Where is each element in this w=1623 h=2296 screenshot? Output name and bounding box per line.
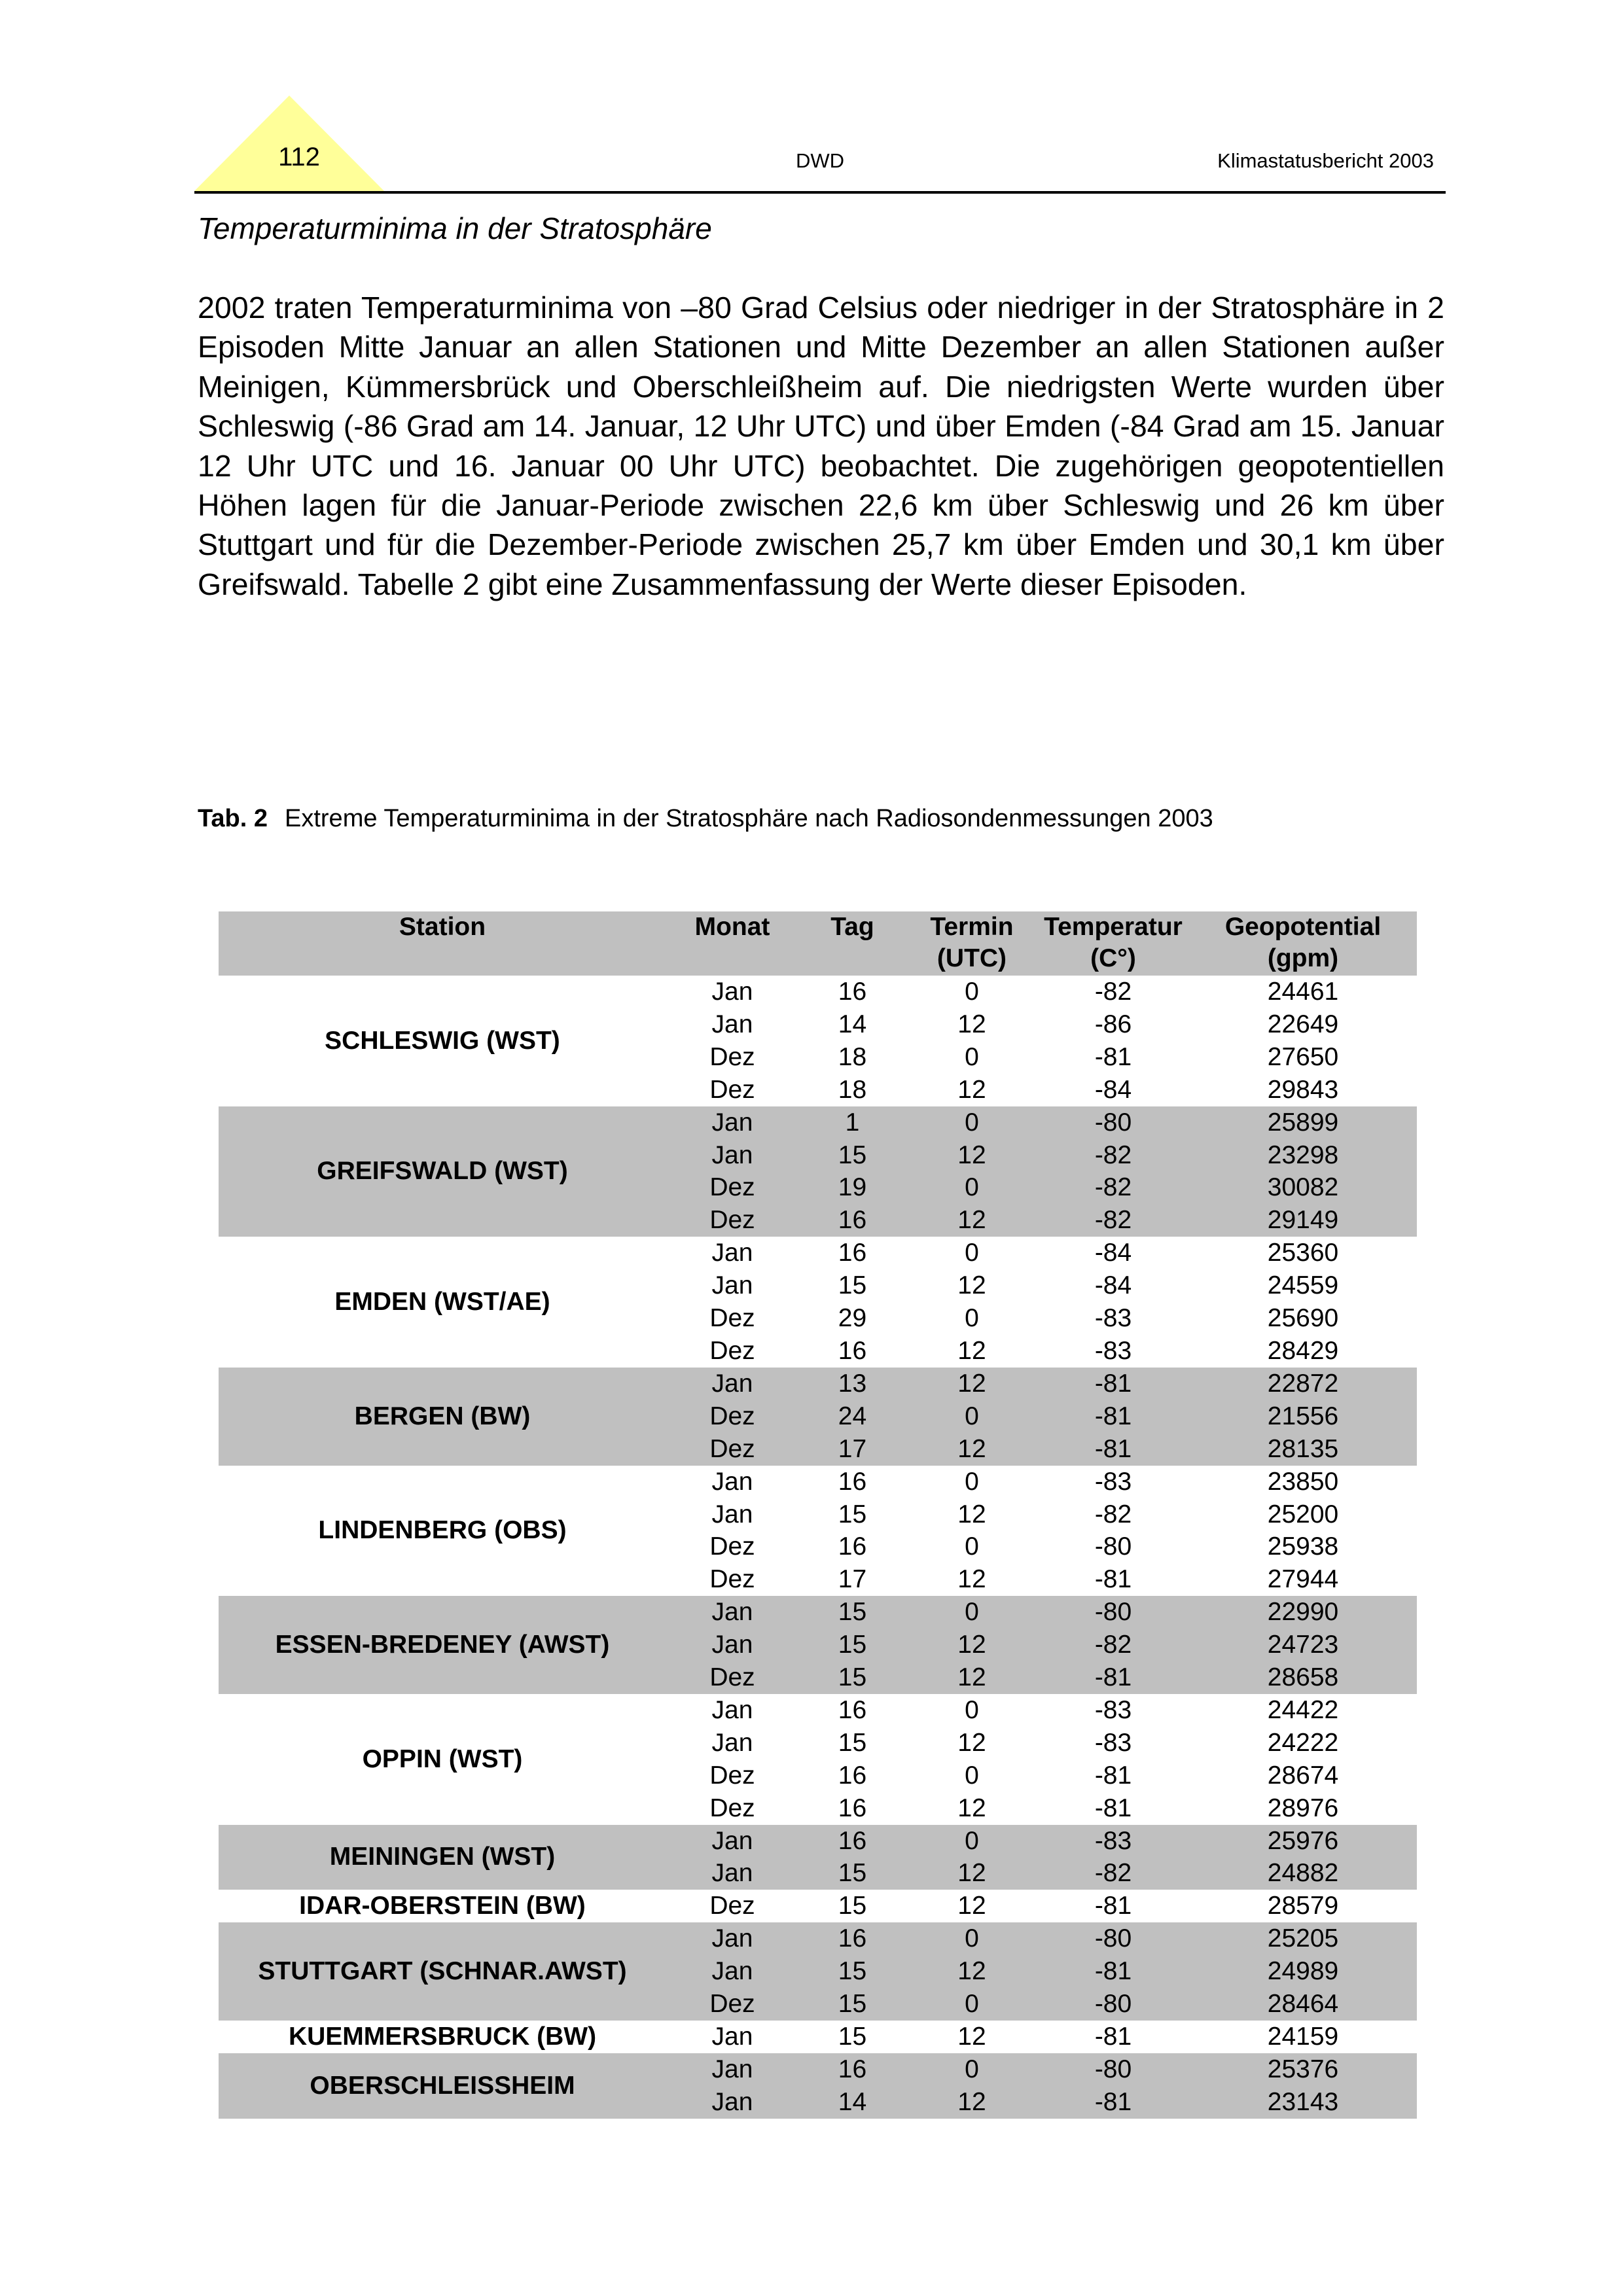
cell-temperatur: -80: [1094, 1532, 1132, 1561]
cell-termin: 12: [906, 1629, 1037, 1661]
caption-text: Extreme Temperaturminima in der Stratosphäre nach Radiosondenmessungen 2003: [285, 805, 1213, 832]
cell-tag: 15: [798, 1596, 906, 1629]
cell-monat: Jan: [666, 1955, 798, 1988]
cell-temperatur: -81: [1037, 1955, 1189, 1988]
cell-tag: 16: [838, 1532, 867, 1561]
cell-geopotential: 28135: [1189, 1433, 1417, 1466]
cell-termin: 12: [906, 1857, 1037, 1890]
table-body: [219, 976, 1417, 2119]
cell-monat: Dez: [666, 1204, 798, 1237]
cell-temperatur: -81: [1094, 1565, 1132, 1594]
cell-station: OPPIN (WST): [362, 1744, 523, 1773]
cell-tag: 16: [838, 1467, 867, 1496]
cell-termin: 0: [965, 1761, 979, 1790]
cell-tag: 18: [838, 1075, 867, 1104]
cell-tag: 16: [838, 1695, 867, 1724]
cell-temperatur: -83: [1094, 1304, 1132, 1333]
cell-monat: Jan: [666, 1106, 798, 1139]
cell-tag: 13: [798, 1368, 906, 1400]
cell-monat: Jan: [666, 1139, 798, 1172]
cell-monat: Dez: [666, 1661, 798, 1694]
cell-geopotential: 28579: [1267, 1892, 1339, 1920]
cell-tag: 15: [798, 1955, 906, 1988]
cell-temperatur: -82: [1094, 1500, 1132, 1528]
cell-monat: Jan: [711, 1271, 753, 1300]
cell-termin: 0: [965, 978, 979, 1006]
table-row: [219, 1825, 1417, 1858]
caption-label: Tab. 2: [198, 805, 268, 832]
cell-temperatur: -81: [1094, 1892, 1132, 1920]
cell-monat: Jan: [666, 1368, 798, 1400]
cell-temperatur: -81: [1094, 1793, 1132, 1822]
cell-geopotential: 25205: [1189, 1922, 1417, 1955]
cell-tag: 29: [838, 1304, 867, 1333]
cell-termin: 0: [906, 1825, 1037, 1858]
cell-tag: 15: [838, 1728, 867, 1757]
cell-tag: 14: [838, 1010, 867, 1038]
cell-monat: Dez: [666, 1400, 798, 1433]
cell-temperatur: -83: [1094, 1467, 1132, 1496]
cell-monat: Jan: [666, 1922, 798, 1955]
cell-station: STUTTGART (SCHNAR.AWST): [219, 1922, 666, 2021]
cell-termin: 0: [906, 1922, 1037, 1955]
cell-temperatur: -83: [1094, 1336, 1132, 1365]
cell-geopotential: 25976: [1189, 1825, 1417, 1858]
cell-tag: 16: [838, 1336, 867, 1365]
cell-temperatur: -80: [1037, 1596, 1189, 1629]
cell-geopotential: 25938: [1267, 1532, 1339, 1561]
cell-station: KUEMMERSBRUCK (BW): [288, 2022, 597, 2051]
cell-station: SCHLESWIG (WST): [325, 1026, 560, 1055]
cell-termin: 12: [906, 1433, 1037, 1466]
cell-termin: 0: [906, 1171, 1037, 1204]
cell-monat: Jan: [711, 978, 753, 1006]
cell-monat: Jan: [666, 1857, 798, 1890]
cell-termin: 0: [965, 1304, 979, 1333]
cell-monat: Jan: [666, 2053, 798, 2086]
cell-monat: Dez: [709, 1304, 755, 1333]
table-row: [219, 1237, 1417, 1269]
cell-temperatur: -81: [1094, 1761, 1132, 1790]
cell-tag: 15: [798, 1661, 906, 1694]
cell-monat: Dez: [709, 1075, 755, 1104]
cell-geopotential: 22872: [1189, 1368, 1417, 1400]
cell-monat: Jan: [711, 1239, 753, 1267]
cell-tag: 15: [798, 1857, 906, 1890]
table-container: [219, 911, 1417, 2119]
cell-geopotential: 23850: [1267, 1467, 1339, 1496]
cell-tag: 1: [798, 1106, 906, 1139]
cell-tag: 17: [798, 1433, 906, 1466]
cell-tag: 19: [798, 1171, 906, 1204]
cell-termin: 12: [957, 2022, 986, 2051]
cell-monat: Dez: [709, 1336, 755, 1365]
cell-temperatur: -82: [1037, 1171, 1189, 1204]
cell-geopotential: 24422: [1267, 1695, 1339, 1724]
cell-geopotential: 23143: [1189, 2086, 1417, 2119]
cell-monat: Dez: [666, 1988, 798, 2021]
cell-geopotential: 28464: [1189, 1988, 1417, 2021]
cell-monat: Jan: [711, 1500, 753, 1528]
cell-termin: 12: [957, 1892, 986, 1920]
cell-station: ESSEN-BREDENEY (AWST): [219, 1596, 666, 1694]
cell-tag: 15: [838, 1892, 867, 1920]
cell-temperatur: -81: [1094, 2022, 1132, 2051]
table-row: [219, 976, 1417, 1008]
cell-station: OBERSCHLEISSHEIM: [219, 2053, 666, 2119]
cell-temperatur: -81: [1094, 1042, 1132, 1071]
cell-termin: 12: [957, 1728, 986, 1757]
header-rule: [194, 191, 1446, 194]
cell-geopotential: 21556: [1189, 1400, 1417, 1433]
cell-termin: 12: [957, 1793, 986, 1822]
cell-station: IDAR-OBERSTEIN (BW): [299, 1892, 586, 1920]
cell-termin: 0: [965, 1042, 979, 1071]
cell-monat: Dez: [666, 1171, 798, 1204]
cell-termin: 0: [965, 1239, 979, 1267]
cell-tag: 15: [838, 1500, 867, 1528]
cell-station: EMDEN (WST/AE): [334, 1288, 550, 1316]
cell-geopotential: 25200: [1267, 1500, 1339, 1528]
cell-temperatur: -82: [1037, 1139, 1189, 1172]
table-row: [219, 2021, 1417, 2053]
cell-tag: 16: [798, 2053, 906, 2086]
cell-geopotential: 24461: [1267, 978, 1339, 1006]
table-header-row: [219, 911, 1417, 976]
cell-station: MEININGEN (WST): [219, 1825, 666, 1890]
cell-temperatur: -80: [1037, 1988, 1189, 2021]
header-monat: Monat: [666, 911, 798, 976]
cell-tag: 15: [798, 1988, 906, 2021]
cell-temperatur: -82: [1037, 1629, 1189, 1661]
cell-temperatur: -80: [1037, 1922, 1189, 1955]
cell-geopotential: 25360: [1267, 1239, 1339, 1267]
header-termin: Termin (UTC): [906, 911, 1037, 976]
cell-temperatur: -81: [1037, 2086, 1189, 2119]
cell-termin: 12: [957, 1075, 986, 1104]
cell-geopotential: 24559: [1267, 1271, 1339, 1300]
cell-geopotential: 29843: [1267, 1075, 1339, 1104]
cell-monat: Jan: [666, 1629, 798, 1661]
cell-geopotential: 25690: [1267, 1304, 1339, 1333]
cell-tag: 16: [798, 1922, 906, 1955]
cell-monat: Jan: [711, 2022, 753, 2051]
cell-temperatur: -81: [1037, 1400, 1189, 1433]
cell-geopotential: 25899: [1189, 1106, 1417, 1139]
header-temperatur: Temperatur (C°): [1037, 911, 1189, 976]
cell-geopotential: 24159: [1267, 2022, 1339, 2051]
cell-temperatur: -82: [1094, 978, 1132, 1006]
cell-monat: Dez: [709, 1532, 755, 1561]
cell-geopotential: 27944: [1267, 1565, 1339, 1594]
cell-monat: Jan: [711, 1467, 753, 1496]
table-row: [219, 1890, 1417, 1922]
cell-termin: 12: [906, 1955, 1037, 1988]
cell-geopotential: 27650: [1267, 1042, 1339, 1071]
cell-geopotential: 24989: [1189, 1955, 1417, 1988]
cell-geopotential: 29149: [1189, 1204, 1417, 1237]
cell-geopotential: 24723: [1189, 1629, 1417, 1661]
cell-geopotential: 22649: [1267, 1010, 1339, 1038]
header-report-title: Klimastatusbericht 2003: [1217, 149, 1434, 172]
cell-termin: 0: [965, 1695, 979, 1724]
cell-termin: 0: [965, 1532, 979, 1561]
cell-station: GREIFSWALD (WST): [219, 1106, 666, 1237]
page-header: [194, 92, 1446, 193]
table-row: [219, 2053, 1417, 2086]
cell-temperatur: -84: [1094, 1271, 1132, 1300]
cell-temperatur: -84: [1094, 1239, 1132, 1267]
cell-temperatur: -86: [1094, 1010, 1132, 1038]
cell-termin: 0: [906, 1400, 1037, 1433]
cell-termin: 0: [906, 2053, 1037, 2086]
table-row: [219, 1922, 1417, 1955]
cell-temperatur: -82: [1037, 1204, 1189, 1237]
cell-geopotential: 30082: [1189, 1171, 1417, 1204]
cell-temperatur: -81: [1037, 1368, 1189, 1400]
cell-station: LINDENBERG (OBS): [318, 1516, 567, 1545]
body-paragraph: 2002 traten Temperaturminima von –80 Grad Celsius oder niedriger in der Stratosphäre in 2 Episoden Mitte Januar an allen Stationen und Mitte Dezember an allen Stationen außer Meinigen, Kümmersbrück und Oberschleißheim auf. Die niedrigsten Werte wurden über Schleswig (-86 Grad am 14. Januar, 12 Uhr UTC) und über Emden (-84 Grad am 15. Januar 12 Uhr UTC und 16. Januar 00 Uhr UTC) beobachtet. Die zugehörigen geopotentiellen Höhen lagen für die Januar-Periode zwischen 22,6 km über Schleswig und 26 km über Stuttgart und für die Dezember-Periode zwischen 25,7 km über Emden und 30,1 km über Greifswald. Tabelle 2 gibt eine Zusammenfassung der Werte dieser Episoden.: [198, 291, 1444, 601]
table-row: [219, 1466, 1417, 1498]
cell-termin: 12: [957, 1336, 986, 1365]
table-caption: [198, 805, 1213, 833]
cell-termin: 12: [906, 1139, 1037, 1172]
header-geopotential: Geopotential (gpm): [1189, 911, 1417, 976]
table-row: [219, 1596, 1417, 1629]
cell-tag: 16: [838, 1761, 867, 1790]
section-heading: Temperaturminima in der Stratosphäre: [198, 211, 712, 245]
cell-monat: Jan: [666, 1825, 798, 1858]
cell-termin: 12: [906, 1204, 1037, 1237]
cell-geopotential: 28429: [1267, 1336, 1339, 1365]
cell-tag: 15: [798, 1629, 906, 1661]
table-row: [219, 1368, 1417, 1400]
table-row: [219, 1694, 1417, 1727]
cell-geopotential: 28674: [1267, 1761, 1339, 1790]
header-publisher: DWD: [795, 149, 845, 172]
cell-monat: Dez: [709, 1042, 755, 1071]
cell-tag: 14: [798, 2086, 906, 2119]
cell-geopotential: 24222: [1267, 1728, 1339, 1757]
cell-tag: 24: [798, 1400, 906, 1433]
cell-monat: Jan: [666, 2086, 798, 2119]
cell-termin: 12: [957, 1565, 986, 1594]
cell-temperatur: -84: [1094, 1075, 1132, 1104]
cell-geopotential: 23298: [1189, 1139, 1417, 1172]
cell-tag: 18: [838, 1042, 867, 1071]
cell-temperatur: -80: [1037, 1106, 1189, 1139]
cell-tag: 17: [838, 1565, 867, 1594]
cell-monat: Jan: [666, 1596, 798, 1629]
cell-temperatur: -83: [1094, 1728, 1132, 1757]
cell-tag: 15: [798, 1139, 906, 1172]
cell-tag: 16: [798, 1204, 906, 1237]
cell-tag: 16: [798, 1825, 906, 1858]
cell-termin: 12: [957, 1010, 986, 1038]
cell-monat: Dez: [666, 1433, 798, 1466]
cell-temperatur: -83: [1037, 1825, 1189, 1858]
cell-tag: 16: [838, 1239, 867, 1267]
cell-monat: Jan: [711, 1728, 753, 1757]
cell-tag: 15: [838, 2022, 867, 2051]
cell-monat: Dez: [709, 1761, 755, 1790]
cell-temperatur: -80: [1037, 2053, 1189, 2086]
cell-termin: 12: [957, 1271, 986, 1300]
header-tag: Tag: [798, 911, 906, 976]
cell-termin: 12: [906, 2086, 1037, 2119]
cell-tag: 15: [838, 1271, 867, 1300]
cell-termin: 0: [906, 1106, 1037, 1139]
cell-termin: 0: [906, 1988, 1037, 2021]
cell-monat: Dez: [709, 1565, 755, 1594]
cell-monat: Jan: [711, 1010, 753, 1038]
cell-geopotential: 28658: [1189, 1661, 1417, 1694]
cell-tag: 16: [838, 978, 867, 1006]
cell-tag: 16: [838, 1793, 867, 1822]
page-number: 112: [278, 143, 320, 171]
cell-temperatur: -81: [1037, 1661, 1189, 1694]
cell-temperatur: -83: [1094, 1695, 1132, 1724]
cell-monat: Jan: [711, 1695, 753, 1724]
table-row: [219, 1106, 1417, 1139]
cell-termin: 0: [965, 1467, 979, 1496]
cell-geopotential: 24882: [1189, 1857, 1417, 1890]
cell-geopotential: 22990: [1189, 1596, 1417, 1629]
cell-temperatur: -82: [1037, 1857, 1189, 1890]
cell-station: BERGEN (BW): [219, 1368, 666, 1466]
cell-geopotential: 28976: [1267, 1793, 1339, 1822]
cell-temperatur: -81: [1037, 1433, 1189, 1466]
cell-termin: 12: [906, 1661, 1037, 1694]
cell-geopotential: 25376: [1189, 2053, 1417, 2086]
cell-monat: Dez: [709, 1793, 755, 1822]
cell-termin: 12: [957, 1500, 986, 1528]
cell-termin: 0: [906, 1596, 1037, 1629]
cell-termin: 12: [906, 1368, 1037, 1400]
header-station: Station: [219, 911, 666, 976]
cell-monat: Dez: [709, 1892, 755, 1920]
temperature-minima-table: [219, 911, 1417, 2119]
